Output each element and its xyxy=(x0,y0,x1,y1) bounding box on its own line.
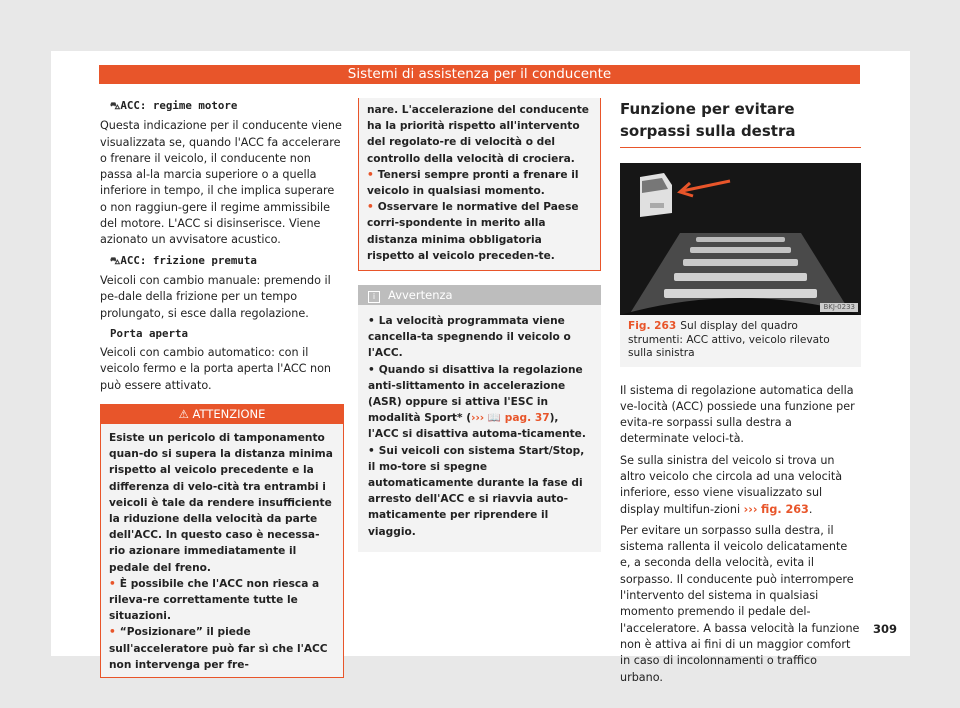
section-title: Funzione per evitare sorpassi sulla destra xyxy=(620,98,861,148)
paragraph: Questa indicazione per il conducente viene visualizzata se, quando l'ACC fa accelerare o frenare il veicolo, il conducente non passa al-la marcia superiore o a quella inferiore in tempo, il che implica superare o non raggiun-gere il regime ammissibile del motore. L'ACC si disinserisce. Viene azionato un avvisatore acustico. xyxy=(100,119,342,247)
paragraph: Se sulla sinistra del veicolo si trova un altro veicolo che circola ad una velocità inferiore, esso viene visualizzato sul display multifun-zioni ››› fig. 263. xyxy=(620,453,843,516)
note-box xyxy=(358,285,601,552)
column-middle xyxy=(358,98,601,552)
paragraph: Veicoli con cambio manuale: premendo il pe-dale della frizione per un tempo prolungato, si esce dalla regolazione. xyxy=(100,273,331,320)
info-icon: i xyxy=(368,291,380,303)
list-item: • “Posizionare” il piede sull'acceleratore può far sì che l'ACC non intervenga per fre- xyxy=(109,626,328,671)
attention-box xyxy=(100,404,344,678)
bullet-icon: • xyxy=(109,577,116,590)
bullet-icon: • xyxy=(368,444,375,457)
page-reference-link[interactable]: pag. 37 xyxy=(504,412,550,425)
bullet-icon: • xyxy=(368,315,375,328)
figure-code: BKJ-0233 xyxy=(820,303,858,312)
note-body xyxy=(358,305,601,552)
attention-header: ⚠ ATTENZIONE xyxy=(101,405,343,424)
note-header: i Avvertenza xyxy=(358,285,601,305)
indicator-heading: ⛍ACC: frizione premuta xyxy=(110,253,257,267)
bullet-icon: • xyxy=(367,201,374,214)
indicator-heading: Porta aperta xyxy=(110,326,189,340)
page-link-arrows[interactable]: ››› xyxy=(471,412,485,425)
page-header: Sistemi di assistenza per il conducente xyxy=(99,65,860,84)
list-item: • Osservare le normative del Paese corri-spondente in merito alla distanza minima obbligatoria rispetto al veicolo preceden-te. xyxy=(367,201,579,262)
figure-caption: Fig. 263 Sul display del quadro strumenti: ACC attivo, veicolo rilevato sulla sinistra xyxy=(620,315,861,367)
attention-body xyxy=(101,424,343,677)
column-right xyxy=(620,98,861,691)
figure-number: Fig. 263 xyxy=(628,320,677,332)
paragraph: Per evitare un sorpasso sulla destra, il sistema rallenta il veicolo delicatamente e, a seconda della velocità, evita il sorpasso. Il conducente può interrompere l'intervento del sistema in qualsiasi momento premendo il pedale del-l'acceleratore. A bassa velocità la funzione non è attiva ai fini di un maggior comfort in caso di incolonnamenti o traffico urbano. xyxy=(620,523,860,684)
figure-image xyxy=(620,163,861,315)
warning-triangle-icon: ⚠ xyxy=(178,407,189,422)
figure-reference-link[interactable]: fig. 263 xyxy=(761,502,809,516)
list-item: • È possibile che l'ACC non riesca a rileva-re correttamente tutte le situazioni. xyxy=(109,577,320,623)
attention-continuation: nare. L'accelerazione del conducente ha la priorità rispetto all'intervento del regolato-re di velocità o del controllo della velocità di crociera. • Tenersi sempre pronti a frenare il veicolo in qualsiasi momento. • Osservare le normative del Paese corri-spondente in merito alla distanza minima obbligatoria rispetto al veicolo preceden-te. xyxy=(358,98,601,271)
acc-car-icon: ⛍ xyxy=(110,255,121,267)
bullet-icon: • xyxy=(368,363,375,376)
indicator-heading: ⛍ACC: regime motore xyxy=(110,99,238,112)
list-item: • Quando si disattiva la regolazione anti-slittamento in accelerazione (ASR) oppure si attiva l'ESC in modalità Sport* (››› 📖 pag. 37), l'ACC si disattiva automa-ticamente. xyxy=(368,363,586,441)
column-left xyxy=(100,98,344,678)
figure-link-arrows[interactable]: ››› xyxy=(743,502,758,516)
paragraph: Il sistema di regolazione automatica della ve-locità (ACC) possiede una funzione per evita-re sorpassi sulla destra a determinate veloci-tà. xyxy=(620,383,855,446)
attention-text: Esiste un pericolo di tamponamento quan-do si supera la distanza minima rispetto al veicolo precedente e la differenza di velo-cità tra entrambi i veicoli è tale da rendere insufficiente la riduzione della velocità da parte dell'ACC. In questo caso è necessa-rio azionare immediatamente il pedale del freno. xyxy=(109,432,333,574)
list-item: • La velocità programmata viene cancella-ta spegnendo il veicolo o l'ACC. xyxy=(368,315,571,360)
list-item: • Sui veicoli con sistema Start/Stop, il mo-tore si spegne automaticamente durante la fase di arresto dell'ACC e si riavvia auto-maticamente per riprendere il viaggio. xyxy=(368,444,585,538)
acc-car-icon: ⛍ xyxy=(110,101,121,112)
paragraph: Veicoli con cambio automatico: con il veicolo fermo e la porta aperta l'ACC non può essere attivato. xyxy=(100,346,332,392)
list-item: • Tenersi sempre pronti a frenare il veicolo in qualsiasi momento. xyxy=(367,168,579,198)
bullet-icon: • xyxy=(109,626,116,639)
book-icon: 📖 xyxy=(487,412,502,425)
display-illustration xyxy=(620,163,861,315)
bullet-icon: • xyxy=(367,168,374,181)
page-number: 309 xyxy=(873,622,898,636)
